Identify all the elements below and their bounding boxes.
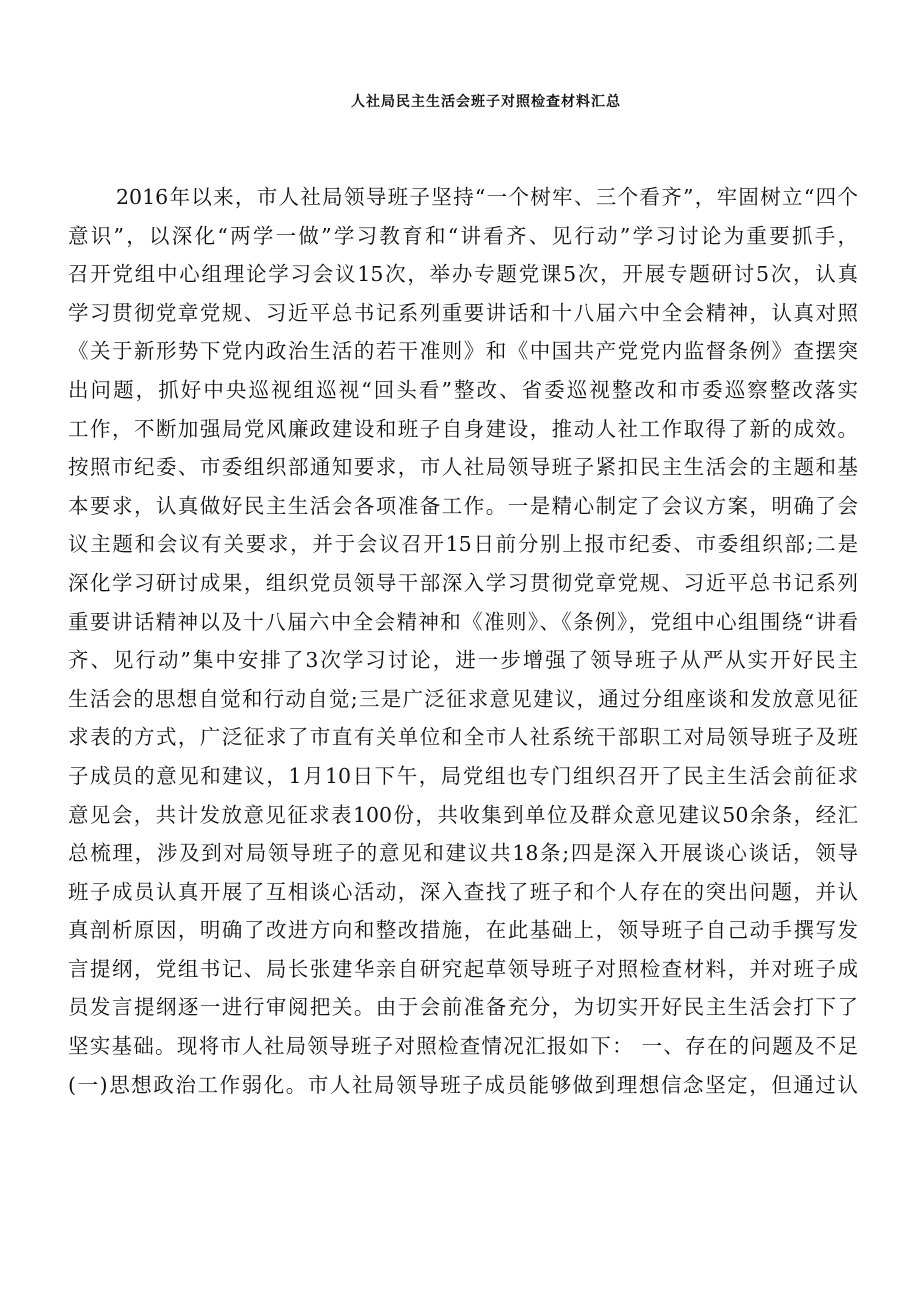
body-line: 求表的方式，广泛征求了市直有关单位和全市人社系统干部职工对局领导班子及班 <box>68 725 858 750</box>
body-line: 意见会，共计发放意见征求表100份，共收集到单位及群众意见建议50余条，经汇 <box>68 802 858 827</box>
body-line: 子成员的意见和建议，1月10日下午，局党组也专门组织召开了民主生活会前征求 <box>68 763 858 788</box>
document-title: 人社局民主生活会班子对照检查材料汇总 <box>351 94 621 110</box>
body-line: 重要讲话精神以及十八届六中全会精神和《准则》、《条例》，党组中心组围绕“讲看 <box>68 609 858 634</box>
body-line: 2016年以来，市人社局领导班子坚持“一个树牢、三个看齐”，牢固树立“四个 <box>116 185 858 209</box>
body-line: 议主题和会议有关要求，并于会议召开15日前分别上报市纪委、市委组织部;二是 <box>68 532 858 557</box>
body-line: 真剖析原因，明确了改进方向和整改措施，在此基础上，领导班子自己动手撰写发 <box>68 918 858 943</box>
body-line: 《关于新形势下党内政治生活的若干准则》和《中国共产党党内监督条例》查摆突 <box>68 339 858 364</box>
body-line: 总梳理，涉及到对局领导班子的意见和建议共18条;四是深入开展谈心谈话，领导 <box>68 841 858 866</box>
body-line: (一)思想政治工作弱化。市人社局领导班子成员能够做到理想信念坚定，但通过认 <box>68 1072 858 1097</box>
body-line: 按照市纪委、市委组织部通知要求，市人社局领导班子紧扣民主生活会的主题和基 <box>68 455 858 480</box>
body-line: 出问题，抓好中央巡视组巡视“回头看”整改、省委巡视整改和市委巡察整改落实 <box>68 377 858 402</box>
body-line: 言提纲，党组书记、局长张建华亲自研究起草领导班子对照检查材料，并对班子成 <box>68 956 858 981</box>
body-line: 工作，不断加强局党风廉政建设和班子自身建设，推动人社工作取得了新的成效。 <box>68 416 858 441</box>
body-line: 深化学习研讨成果，组织党员领导干部深入学习贯彻党章党规、习近平总书记系列 <box>68 570 858 595</box>
body-line: 坚实基础。现将市人社局领导班子对照检查情况汇报如下： 一、存在的问题及不足 <box>68 1034 858 1059</box>
body-line: 班子成员认真开展了互相谈心活动，深入查找了班子和个人存在的突出问题，并认 <box>68 879 858 904</box>
body-line: 本要求，认真做好民主生活会各项准备工作。一是精心制定了会议方案，明确了会 <box>68 493 858 518</box>
body-line: 生活会的思想自觉和行动自觉;三是广泛征求意见建议，通过分组座谈和发放意见征 <box>68 686 858 711</box>
body-line: 员发言提纲逐一进行审阅把关。由于会前准备充分，为切实开好民主生活会打下了 <box>68 995 858 1020</box>
body-line: 齐、见行动”集中安排了3次学习讨论，进一步增强了领导班子从严从实开好民主 <box>68 648 858 673</box>
body-line: 学习贯彻党章党规、习近平总书记系列重要讲话和十八届六中全会精神，认真对照 <box>68 300 858 325</box>
document-body <box>68 178 858 1104</box>
body-line: 意识”，以深化“两学一做”学习教育和“讲看齐、见行动”学习讨论为重要抓手， <box>68 223 858 248</box>
body-line: 召开党组中心组理论学习会议15次，举办专题党课5次，开展专题研讨5次，认真 <box>68 262 858 287</box>
